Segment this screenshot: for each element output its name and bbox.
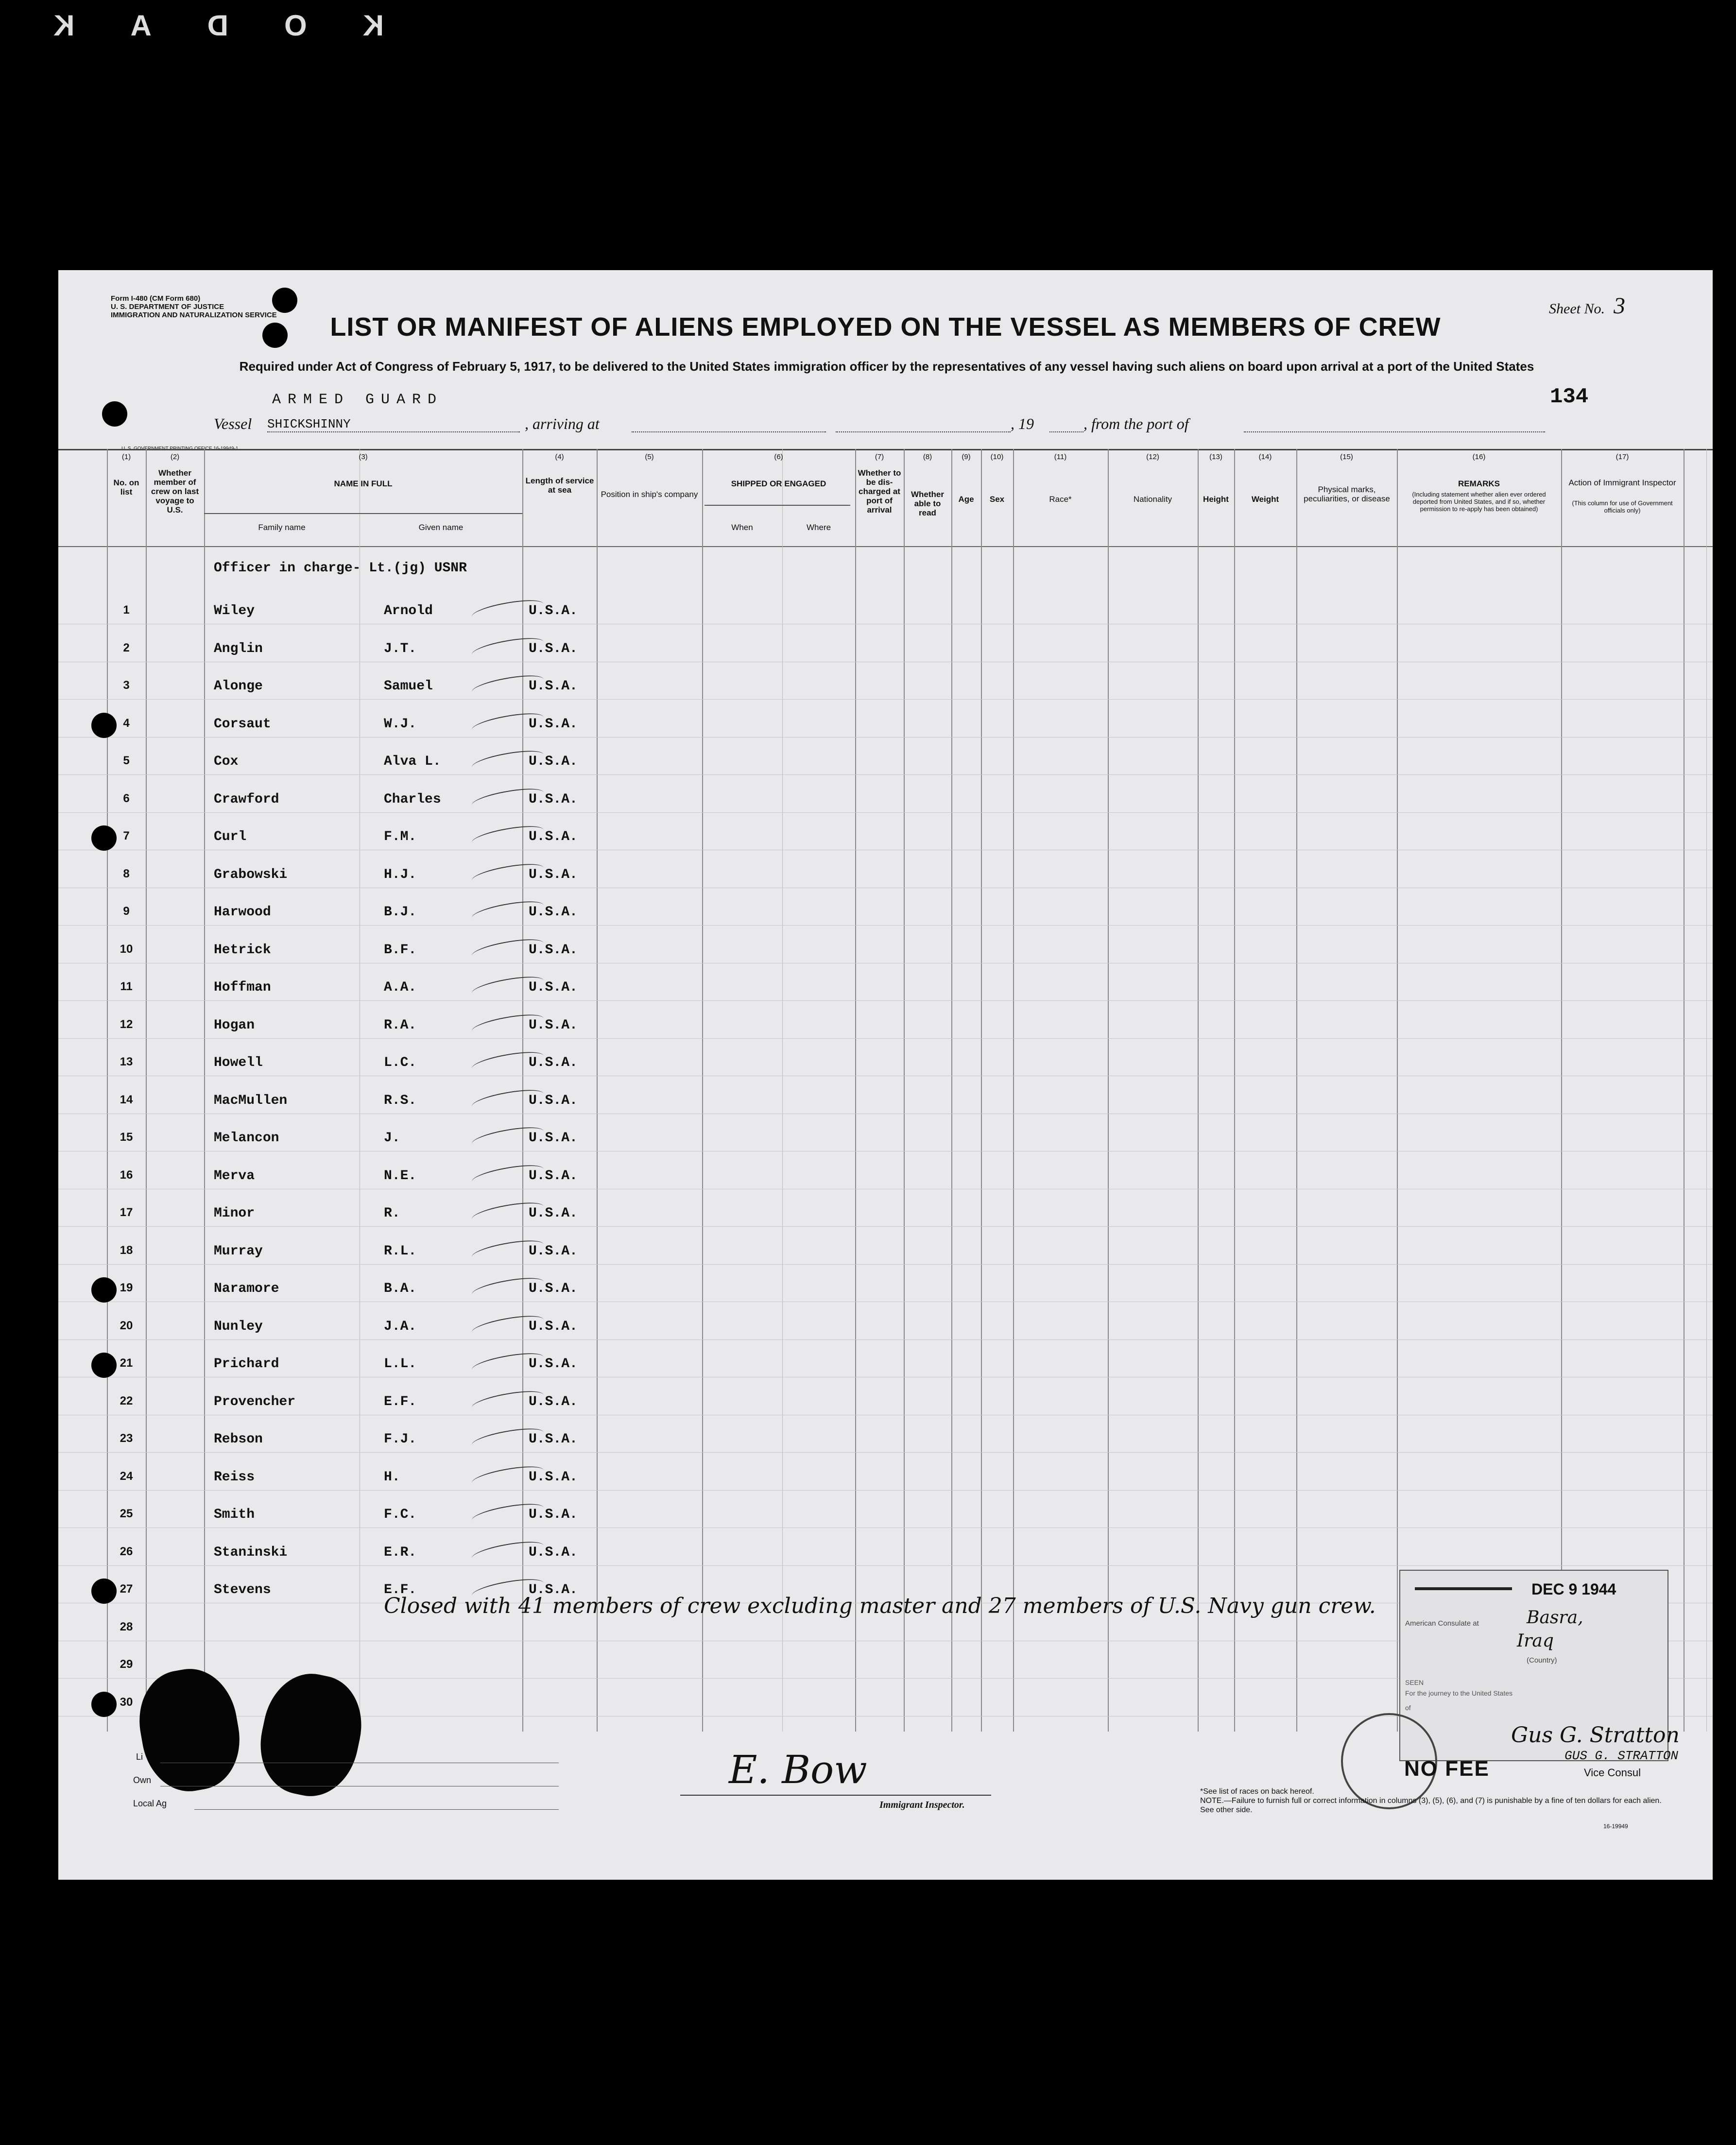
arriving-at-field (632, 415, 826, 432)
family-name: Corsaut (214, 716, 271, 732)
given-name: E.F. (384, 1394, 417, 1409)
check-mark (470, 1161, 545, 1189)
check-mark (470, 1462, 545, 1491)
column-header: Physical marks, peculiarities, or disease (1304, 485, 1390, 503)
length-of-service: U.S.A. (529, 1055, 578, 1070)
check-mark (470, 1236, 545, 1265)
footer-note: *See list of races on back hereof. NOTE.—Failure to furnish full or correct information in columns (3), (5), (6), and (7) is punishable by a fine of ten dollars for each alien. See other side. (1200, 1787, 1662, 1814)
row-number: 11 (120, 980, 133, 993)
given-name: H.J. (384, 867, 417, 882)
row-rule (58, 1264, 1713, 1265)
check-mark (470, 634, 545, 662)
family-name: Anglin (214, 641, 263, 656)
check-mark (470, 935, 545, 963)
film-letter: K (44, 9, 75, 42)
consulate-city: Basra, (1527, 1608, 1583, 1628)
row-number: 2 (123, 641, 130, 654)
film-letter: K (353, 9, 384, 42)
length-of-service: U.S.A. (529, 1394, 578, 1409)
check-mark (470, 1538, 545, 1566)
punch-hole (91, 1353, 117, 1378)
column-header: SHIPPED OR ENGAGED (731, 479, 826, 488)
family-name: Prichard (214, 1356, 279, 1372)
family-name: Rebson (214, 1432, 263, 1447)
stamp-number: 134 (1550, 385, 1589, 409)
column-header: Nationality (1133, 495, 1172, 504)
column-header: NAME IN FULL (334, 479, 393, 488)
row-rule (58, 1452, 1713, 1453)
given-name: L.L. (384, 1356, 417, 1372)
check-mark (470, 860, 545, 888)
punch-hole (91, 713, 117, 738)
length-of-service: U.S.A. (529, 1093, 578, 1108)
length-of-service: U.S.A. (529, 1356, 578, 1372)
family-name: Provencher (214, 1394, 296, 1409)
column-header: Height (1203, 495, 1229, 504)
row-number: 16 (120, 1168, 133, 1182)
family-name: Harwood (214, 905, 271, 920)
family-name: Wiley (214, 603, 255, 618)
given-name: F.M. (384, 829, 417, 844)
check-mark (470, 747, 545, 775)
film-letter: O (275, 9, 307, 42)
row-number: 13 (120, 1055, 133, 1068)
row-rule (58, 1038, 1713, 1039)
check-mark (470, 596, 545, 624)
sheet-number: Sheet No. 3 (1549, 293, 1625, 319)
length-of-service: U.S.A. (529, 1544, 578, 1560)
column-header: Action of Immigrant Inspector (1568, 478, 1676, 487)
consulate-country: Iraq (1517, 1631, 1554, 1651)
length-of-service: U.S.A. (529, 1432, 578, 1447)
length-of-service: U.S.A. (529, 716, 578, 732)
family-name: Merva (214, 1168, 255, 1184)
length-of-service: U.S.A. (529, 1319, 578, 1334)
given-name: A.A. (384, 980, 417, 995)
row-number: 6 (123, 791, 130, 805)
from-port-field (1244, 415, 1545, 432)
family-name: Melancon (214, 1131, 279, 1146)
given-name: R. (384, 1206, 400, 1221)
row-number: 17 (120, 1206, 133, 1219)
row-number: 20 (120, 1319, 133, 1332)
consulate-stamp: DEC 9 1944 American Consulate at Basra, Iraq (Country) SEEN For the journey to the United States of (1399, 1570, 1668, 1761)
arrival-date-field (836, 415, 1011, 432)
vice-consul-title: Vice Consul (1584, 1767, 1641, 1779)
inspector-label: Immigrant Inspector. (879, 1800, 965, 1810)
check-mark (470, 1349, 545, 1377)
length-of-service: U.S.A. (529, 1206, 578, 1221)
film-letter: D (197, 9, 229, 42)
family-name: MacMullen (214, 1093, 288, 1108)
vice-consul-name: GUS G. STRATTON (1564, 1749, 1679, 1763)
given-name: J.A. (384, 1319, 417, 1334)
check-mark (470, 1387, 545, 1415)
family-name: Murray (214, 1243, 263, 1259)
length-of-service: U.S.A. (529, 1168, 578, 1184)
row-number: 26 (120, 1544, 133, 1558)
family-name: Minor (214, 1206, 255, 1221)
length-of-service: U.S.A. (529, 1281, 578, 1296)
check-mark (470, 1086, 545, 1114)
row-number: 9 (123, 905, 130, 918)
column-header: No. on list (113, 478, 139, 497)
row-rule (58, 1490, 1713, 1491)
check-mark (470, 785, 545, 813)
closing-note: Closed with 41 members of crew excluding master and 27 members of U.S. Navy gun crew. (384, 1594, 1376, 1618)
row-rule (58, 737, 1713, 738)
family-name: Hetrick (214, 942, 271, 958)
row-rule (58, 1565, 1713, 1566)
length-of-service: U.S.A. (529, 829, 578, 844)
length-of-service: U.S.A. (529, 1582, 578, 1597)
given-name: Samuel (384, 679, 433, 694)
row-number: 18 (120, 1243, 133, 1257)
length-of-service: U.S.A. (529, 641, 578, 656)
row-number: 10 (120, 942, 133, 956)
column-header: Length of service at sea (525, 476, 594, 495)
page-title: LIST OR MANIFEST OF ALIENS EMPLOYED ON THE VESSEL AS MEMBERS OF CREW (330, 312, 1441, 342)
given-name: R.S. (384, 1093, 417, 1108)
family-name: Cox (214, 754, 239, 769)
row-rule (58, 699, 1713, 700)
column-header: Whether able to read (911, 490, 944, 517)
print-line: U. S. GOVERNMENT PRINTING OFFICE 16-19949-1 (121, 446, 239, 451)
consulate-date: DEC 9 1944 (1531, 1580, 1616, 1598)
film-edge-kodak (44, 9, 384, 42)
length-of-service: U.S.A. (529, 980, 578, 995)
given-name: L.C. (384, 1055, 417, 1070)
row-rule (58, 925, 1713, 926)
row-number: 22 (120, 1394, 133, 1407)
inspector-signature: E. Bow (729, 1747, 867, 1792)
length-of-service: U.S.A. (529, 1469, 578, 1485)
row-number: 1 (123, 603, 130, 617)
row-number: 14 (120, 1093, 133, 1106)
check-mark (470, 1123, 545, 1151)
check-mark (470, 1274, 545, 1302)
length-of-service: U.S.A. (529, 1131, 578, 1146)
check-mark (470, 973, 545, 1001)
column-header: Race* (1049, 495, 1072, 504)
family-name: Alonge (214, 679, 263, 694)
armed-guard-label: ARMED GUARD (272, 392, 444, 408)
row-number: 21 (120, 1356, 133, 1370)
row-number: 5 (123, 754, 130, 767)
row-number: 15 (120, 1131, 133, 1144)
length-of-service: U.S.A. (529, 1017, 578, 1033)
form-number: 16-19949 (1603, 1823, 1628, 1830)
punch-hole (91, 1277, 117, 1303)
agency-header: Form I-480 (CM Form 680) U. S. DEPARTMENT OF JUSTICE IMMIGRATION AND NATURALIZATION SERVICE (111, 294, 277, 319)
row-number: 24 (120, 1469, 133, 1483)
given-name: Alva L. (384, 754, 441, 769)
column-header: Sex (989, 495, 1005, 504)
row-number: 23 (120, 1432, 133, 1445)
length-of-service: U.S.A. (529, 754, 578, 769)
row-rule (58, 1000, 1713, 1001)
given-name: Charles (384, 791, 441, 807)
given-name: J. (384, 1131, 400, 1146)
length-of-service: U.S.A. (529, 942, 578, 958)
given-name: E.F. (384, 1582, 417, 1597)
row-number: 28 (120, 1620, 133, 1633)
given-name: Arnold (384, 603, 433, 618)
row-number: 29 (120, 1658, 133, 1671)
length-of-service: U.S.A. (529, 791, 578, 807)
given-name: B.A. (384, 1281, 417, 1296)
page-subtitle: Required under Act of Congress of February 5, 1917, to be delivered to the United States immigration officer by the representatives of any vessel having such aliens on board upon arrival at a port of the United States (239, 359, 1534, 374)
row-rule (58, 812, 1713, 813)
manifest-table: (1) (2) (3) (4) (5) (6) (7) (8) (9) (10) (11) (12) (13) (14) (15) (16) (17) No. on list Whether member of crew on last voyage to U.S. NAME IN FULL Family name Given name Length of service at sea Position in ship's company SHIPPED OR ENGAGED When Where Whether to be dis-charged at port of arrival Whether able to read Age Sex Race* Nationality Height Weight Physical marks, peculiarities, or disease REMARKS (Including statement whether alien ever ordered deported from United States, and if so, whether permission to re-apply has been obtained) Action of Immigrant Inspector (This column for use of Government officials only) Officer in charge- Lt.(jg) USNR 1 Wiley Arnold U.S.A. 2 Anglin J.T. U.S.A. 3 Alonge Samuel U.S.A. 4 Corsaut W.J. U.S.A. 5 Cox Alva L. U.S.A. 6 Crawford Charles U.S.A. 7 Curl F.M. U.S.A. 8 Grabowski H.J. U.S.A. 9 Harwood B.J. U.S.A. 10 Hetrick B.F. U.S.A. 11 Hoffman A.A. U.S.A. 12 Hogan R.A. U.S.A. 13 Howell L.C. U.S.A. 14 MacMullen R.S. U.S.A. 15 Melancon J. U.S.A. 16 Merva N.E. U.S.A. 17 Minor R. U.S.A. 18 Murray R.L. U.S.A. 19 Naramore B.A. U.S.A. 20 Nunley J.A. U.S.A. 21 Prichard L.L. U.S.A. 22 Provencher E.F. U.S.A. 23 Rebson F.J. U.S.A. 24 Reiss H. U.S.A. 25 Smith F.C. U.S.A. 26 Staninski E.R. U.S.A. 27 Stevens E.F. U.S.A. 28 29 30 (58, 449, 1713, 1732)
family-name: Grabowski (214, 867, 288, 882)
row-number: 12 (120, 1017, 133, 1031)
given-name: B.J. (384, 905, 417, 920)
column-header: Whether to be dis-charged at port of arrival (858, 468, 901, 515)
given-name: F.C. (384, 1507, 417, 1522)
check-mark (470, 822, 545, 850)
family-name: Staninski (214, 1544, 288, 1560)
family-name: Hogan (214, 1017, 255, 1033)
row-number: 30 (120, 1695, 133, 1709)
family-name: Smith (214, 1507, 255, 1522)
check-mark (470, 897, 545, 926)
check-mark (470, 1424, 545, 1453)
row-rule (58, 1339, 1713, 1340)
check-mark (470, 709, 545, 738)
length-of-service: U.S.A. (529, 905, 578, 920)
length-of-service: U.S.A. (529, 679, 578, 694)
row-rule (58, 1226, 1713, 1227)
check-mark (470, 1500, 545, 1528)
family-name: Reiss (214, 1469, 255, 1485)
given-name: F.J. (384, 1432, 417, 1447)
given-name: B.F. (384, 942, 417, 958)
given-name: R.L. (384, 1243, 417, 1259)
family-name: Hoffman (214, 980, 271, 995)
check-mark (470, 1312, 545, 1340)
check-mark (470, 1048, 545, 1076)
row-number: 3 (123, 679, 130, 692)
given-name: R.A. (384, 1017, 417, 1033)
family-name: Naramore (214, 1281, 279, 1296)
given-name: N.E. (384, 1168, 417, 1184)
length-of-service: U.S.A. (529, 1243, 578, 1259)
column-header: Age (958, 495, 974, 504)
family-name: Howell (214, 1055, 263, 1070)
family-name: Curl (214, 829, 247, 844)
given-name: W.J. (384, 716, 417, 732)
family-name: Nunley (214, 1319, 263, 1334)
row-rule (58, 774, 1713, 775)
row-number: 4 (123, 716, 130, 730)
check-mark (470, 671, 545, 700)
given-name: H. (384, 1469, 400, 1485)
length-of-service: U.S.A. (529, 867, 578, 882)
punch-hole (91, 1579, 117, 1604)
length-of-service: U.S.A. (529, 603, 578, 618)
given-name: E.R. (384, 1544, 417, 1560)
column-header: Weight (1251, 495, 1279, 504)
row-number: 27 (120, 1582, 133, 1596)
film-letter: A (120, 9, 152, 42)
punch-hole (102, 401, 127, 427)
punch-hole (91, 1692, 117, 1717)
no-fee-stamp: NO FEE (1404, 1757, 1490, 1781)
given-name: J.T. (384, 641, 417, 656)
row-number: 25 (120, 1507, 133, 1520)
row-number: 7 (123, 829, 130, 842)
officer-in-charge: Officer in charge- Lt.(jg) USNR (214, 561, 467, 576)
family-name: Crawford (214, 791, 279, 807)
vessel-name: SHICKSHINNY (267, 417, 520, 432)
length-of-service: U.S.A. (529, 1507, 578, 1522)
column-header: Whether member of crew on last voyage to U.S. (151, 468, 199, 515)
row-number: 8 (123, 867, 130, 880)
column-header: REMARKS (1458, 479, 1500, 488)
check-mark (470, 1199, 545, 1227)
column-header: Position in ship's company (601, 490, 698, 499)
manifest-sheet: Form I-480 (CM Form 680) U. S. DEPARTMENT OF JUSTICE IMMIGRATION AND NATURALIZATION SERVICE Sheet No. 3 LIST OR MANIFEST OF ALIENS EMPLOYED ON THE VESSEL AS MEMBERS OF CREW Required under Act of Congress of February 5, 1917, to be delivered to the United States immigration officer by the representatives of any vessel having such aliens on board upon arrival at a port of the United States 134 ARMED GUARD Vessel SHICKSHINNY , arriving at , 19 , from the port of U. S. GOVERNMENT PRINTING OFFICE 16-19949-1 (1) (2) (3) (4) (5) (6) (7) (8) (9) (10) (11) (12) (13) (14) (15) (16) (17) No. on list Whether member of crew on last voyage to U.S. NAME IN FULL Family name Given name Length of service at sea Position in ship's company SHIPPED OR ENGAGED When Where Whether to be dis-charged at port of arrival Whether able to read Age Sex Race* Nationality Height Weight Physical marks, peculiarities, or disease REMARKS (Including statement whether alien ever ordered deported from United States, and if so, whether permission to re-apply has been obtained) Action of Immigrant Inspector (This column for use of Government officials only) Officer in charge- Lt.(jg) USNR 1 Wiley Arnold U.S.A. 2 Anglin J.T. U.S.A. 3 Alonge Samuel U.S.A. 4 Corsaut W.J. U.S.A. 5 Cox Alva L. U.S.A. 6 Crawford Charles U.S.A. 7 Curl F.M. U.S.A. 8 Grabowski H.J. U.S.A. 9 Harwood B.J. U.S.A. 10 Hetrick B.F. U.S.A. 11 Hoffman A.A. U.S.A. 12 Hogan R.A. U.S.A. 13 Howell L.C. U.S.A. 14 MacMullen R.S. U.S.A. 15 Melancon J. U.S.A. 16 Merva N.E. U.S.A. 17 Minor R. U.S.A. 18 Murray R.L. U.S.A. 19 Naramore B.A. U.S.A. 20 Nunley J.A. U.S.A. 21 Prichard L.L. U.S.A. 22 Provencher E.F. U.S.A. 23 Rebson F.J. U.S.A. 24 Reiss H. U.S.A. 25 Smith F.C. U.S.A. 26 Staninski E.R. U.S.A. 27 Stevens E.F. U.S.A. 28 29 30 Closed with 41 members of crew excluding master and 27 members of U.S. Navy gun crew. DEC 9 1944 American Consulate at Basra, Iraq (Country) SEEN For the journey to the United States of Gus G. Stratton GUS G. STRATTON Vice Consul NO FEE Li Own Local Ag E. Bow Immigrant Inspector. *See list of races on back hereof. NOTE.—Failure to furnish full or correct information in columns (3), (5), (6), and (7) is punishable by a fine of ten dollars for each alien. See other side. 16-19949 (58, 270, 1713, 1880)
row-rule (58, 1527, 1713, 1528)
row-number: 19 (120, 1281, 133, 1294)
punch-hole (91, 825, 117, 851)
vice-consul-signature: Gus G. Stratton (1511, 1723, 1680, 1748)
check-mark (470, 1011, 545, 1039)
family-name: Stevens (214, 1582, 271, 1597)
